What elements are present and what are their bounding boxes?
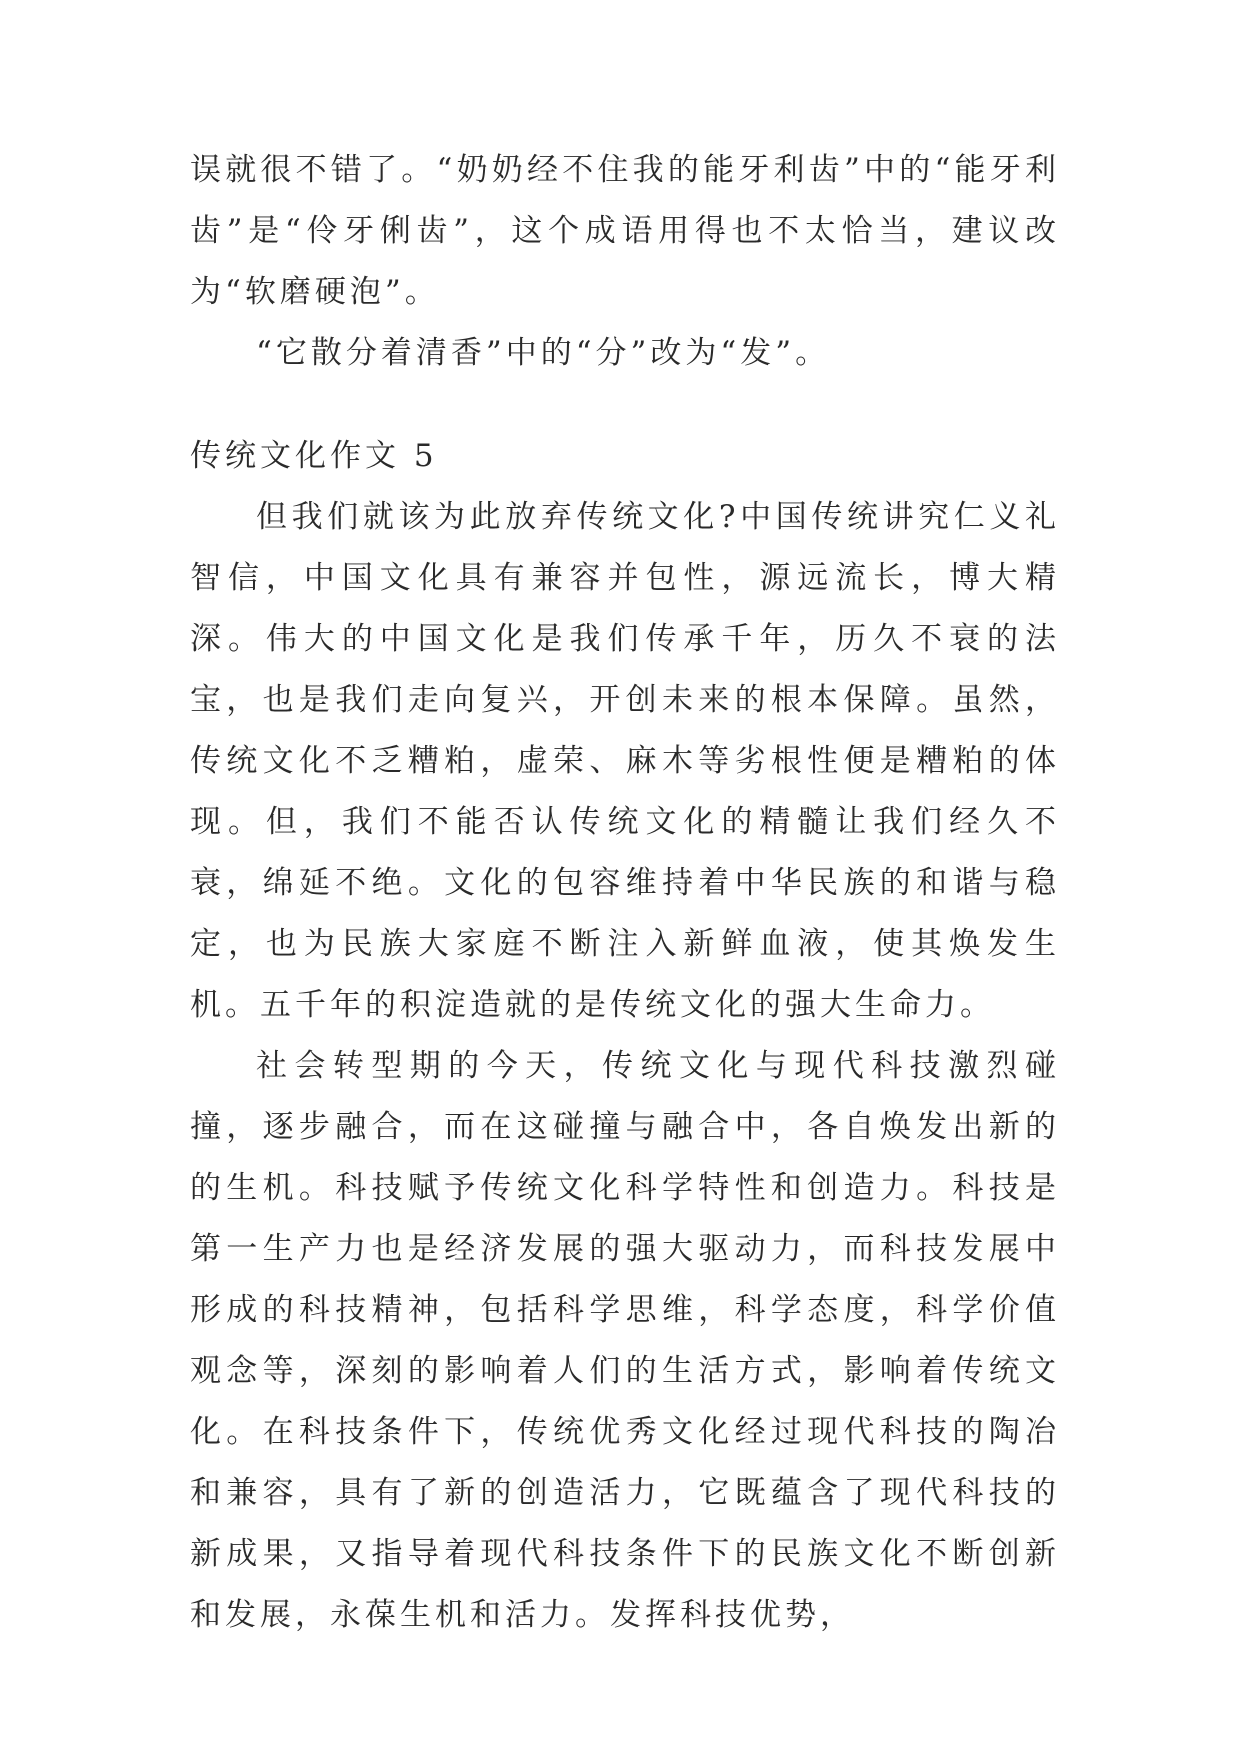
document-body	[190, 140, 1060, 1646]
continued-paragraph: 误就很不错了。“奶奶经不住我的能牙利齿”中的“能牙利齿”是“伶牙俐齿”，这个成语用得也不太恰当，建议改为“软磨硬泡”。	[190, 152, 1060, 310]
correction-line: “它散分着清香”中的“分”改为“发”。	[256, 335, 831, 371]
body-paragraph-2: 社会转型期的今天，传统文化与现代科技激烈碰撞，逐步融合，而在这碰撞与融合中，各自焕发出新的的生机。科技赋予传统文化科学特性和创造力。科技是第一生产力也是经济发展的强大驱动力，而科技发展中形成的科技精神，包括科学思维，科学态度，科学价值观念等，深刻的影响着人们的生活方式，影响着传统文化。在科技条件下，传统优秀文化经过现代科技的陶冶和兼容，具有了新的创造活力，它既蕴含了现代科技的新成果，又指导着现代科技条件下的民族文化不断创新和发展，永葆生机和活力。发挥科技优势，	[190, 1048, 1060, 1633]
section-spacer	[190, 384, 1060, 426]
body-paragraph-1: 但我们就该为此放弃传统文化?中国传统讲究仁义礼智信，中国文化具有兼容并包性，源远流长，博大精深。伟大的中国文化是我们传承千年，历久不衰的法宝，也是我们走向复兴，开创未来的根本保障。虽然，传统文化不乏糟粕，虚荣、麻木等劣根性便是糟粕的体现。但，我们不能否认传统文化的精髓让我们经久不衰，绵延不绝。文化的包容维持着中华民族的和谐与稳定，也为民族大家庭不断注入新鲜血液，使其焕发生机。五千年的积淀造就的是传统文化的强大生命力。	[190, 499, 1060, 1023]
section-title: 传统文化作文 5	[190, 438, 438, 474]
